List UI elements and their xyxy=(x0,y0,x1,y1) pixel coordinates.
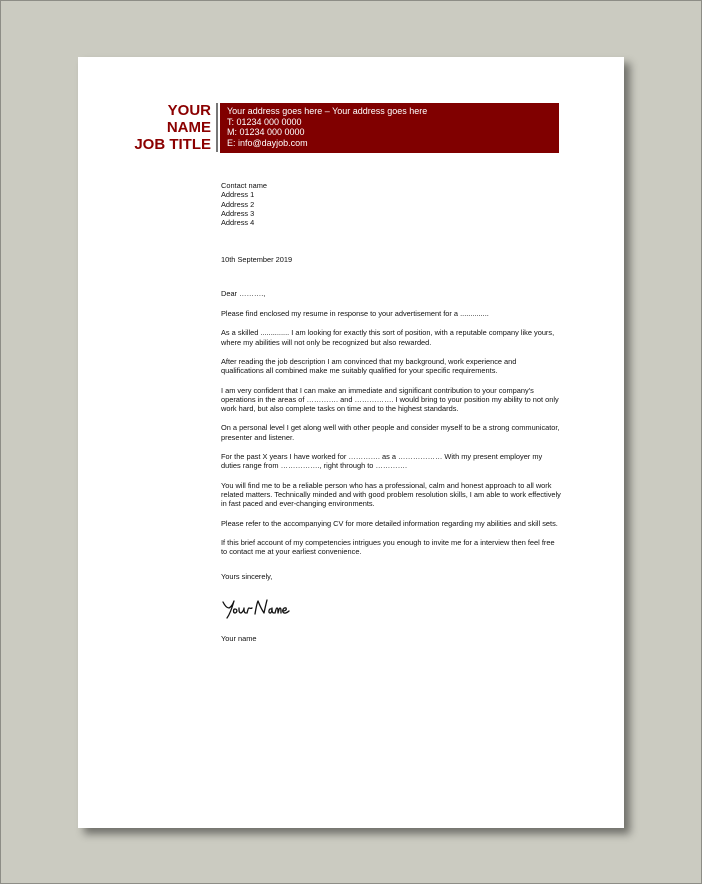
letter-body xyxy=(221,181,561,643)
paragraph: As a skilled .............. I am looking for exactly this sort of position, with a reputable company like yours, where my abilities will not only be recognized but also rewarded. xyxy=(221,328,555,347)
paragraph: If this brief account of my competencies intrigues you enough to invite me for a interview then feel free to contact me at your earliest convenience. xyxy=(221,537,555,557)
recipient-address xyxy=(221,181,561,227)
job-title: JOB TITLE xyxy=(134,136,211,153)
paragraph: After reading the job description I am convinced that my background, work experience and qualifications all combined make me suitably qualified for your specific requirements. xyxy=(221,356,517,376)
signed-name: Your name xyxy=(221,633,257,643)
contact-bar xyxy=(220,103,559,153)
paragraph: For the past X years I have worked for …………. as a ……………… With my present employer my duties range from ……………., right through to …………. xyxy=(221,452,543,471)
recipient-line: Contact name xyxy=(221,181,268,190)
contact-address: Your address goes here – Your address goes here xyxy=(227,106,428,116)
closing: Yours sincerely, xyxy=(221,572,273,582)
name-block xyxy=(118,102,211,153)
contact-telephone: T: 01234 000 0000 xyxy=(227,116,302,127)
name-line-1: YOUR xyxy=(167,102,211,119)
recipient-line: Address 1 xyxy=(221,190,255,200)
recipient-line: Address 3 xyxy=(221,208,255,218)
contact-mobile: M: 01234 000 0000 xyxy=(227,127,305,137)
handwritten-signature xyxy=(221,596,561,622)
letter-date: 10th September 2019 xyxy=(221,255,293,265)
cover-letter-page xyxy=(78,57,624,828)
contact-email: E: info@dayjob.com xyxy=(227,137,308,148)
paragraph: Please refer to the accompanying CV for more detailed information regarding my abilities and skill sets. xyxy=(221,518,558,528)
paragraph: Please find enclosed my resume in response to your advertisement for a .............. xyxy=(221,309,489,319)
recipient-line: Address 2 xyxy=(221,199,255,209)
paragraph: I am very confident that I can make an immediate and significant contribution to your company's operations in the areas of …………. and ……………. I would bring to your position my ability to not only work hard, but also complete tasks on time and to the highest standards. xyxy=(221,385,559,414)
salutation: Dear ………., xyxy=(221,288,266,298)
recipient-line: Address 4 xyxy=(221,218,255,228)
header-divider xyxy=(216,103,218,152)
name-line-2: NAME xyxy=(166,119,211,136)
paragraph: On a personal level I get along well with other people and consider myself to be a strong communicator, presenter and listener. xyxy=(221,423,560,442)
paragraph: You will find me to be a reliable person who has a professional, calm and honest approach to all work related matters. Technically minded and with good problem resolution skills, I am able to work effectively in fast paced and ever-changing environments. xyxy=(221,480,561,509)
